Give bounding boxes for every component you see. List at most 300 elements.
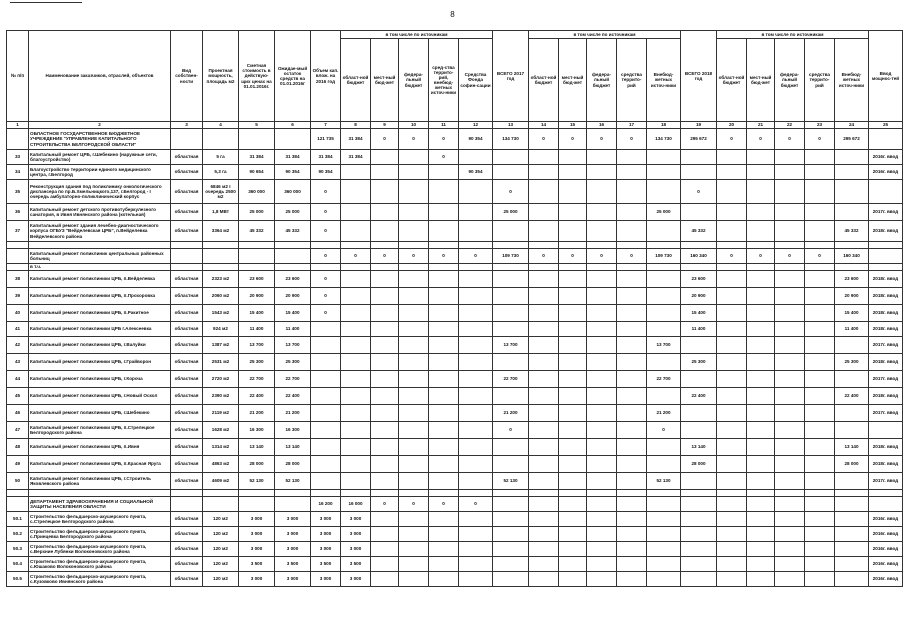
2017-extra-cell: 25 000 [647, 204, 681, 221]
2018-extra-cell: 25 300 [835, 354, 869, 371]
2017-region-cell: 0 [529, 249, 559, 264]
2016-region-cell [341, 490, 371, 497]
2016-territory-cell [429, 305, 459, 322]
2016-region-cell [341, 354, 371, 371]
row-number-cell: 49 [7, 456, 29, 473]
total-2017-cell [493, 512, 529, 527]
ownership-cell: областная [171, 305, 203, 322]
2018-extra-cell [835, 405, 869, 422]
2018-local-cell [747, 572, 775, 587]
2016-territory-cell [429, 180, 459, 204]
2017-territory-cell [617, 473, 647, 490]
column-number: 13 [493, 122, 529, 129]
2017-region-cell [529, 542, 559, 557]
object-name-cell: Капитальный ремонт поликлиники ЦРБ, г.Шебекино [29, 405, 171, 422]
2018-federal-cell [775, 204, 805, 221]
2017-extra-cell: 109 730 [647, 249, 681, 264]
column-number: 10 [399, 122, 429, 129]
ownership-cell [171, 242, 203, 249]
2016-federal-cell [399, 305, 429, 322]
2018-territory-cell [805, 557, 835, 572]
2018-federal-cell [775, 422, 805, 439]
2016-federal-cell [399, 527, 429, 542]
2018-local-cell [747, 264, 775, 271]
table-row [7, 204, 903, 221]
remaining-funds-cell: 22 700 [275, 371, 311, 388]
2018-federal-cell [775, 490, 805, 497]
2016-territory-cell: 0 [429, 497, 459, 512]
commissioning-cell: 2018г. ввод [869, 221, 903, 242]
2016-federal-cell [399, 542, 429, 557]
commissioning-cell: 2018г. ввод [869, 288, 903, 305]
remaining-funds-cell: 31 384 [275, 150, 311, 165]
2017-federal-cell [587, 221, 617, 242]
column-number: 16 [587, 122, 617, 129]
total-2017-cell: 25 000 [493, 204, 529, 221]
2016-territory-cell [429, 572, 459, 587]
2017-local-cell [559, 439, 587, 456]
capacity-cell: 120 м2 [203, 557, 239, 572]
table-row [7, 150, 903, 165]
2016-fund-cell [459, 337, 493, 354]
2016-fund-cell [459, 439, 493, 456]
2018-region-cell [717, 165, 747, 180]
remaining-funds-cell: 25 000 [275, 204, 311, 221]
2017-extra-cell [647, 305, 681, 322]
header-volume-2016: Объем кап. влож. на 2016 год [311, 31, 341, 122]
2018-local-cell [747, 305, 775, 322]
column-number: 11 [429, 122, 459, 129]
total-2018-cell: 0 [681, 180, 717, 204]
2018-region-cell [717, 354, 747, 371]
2016-federal-cell [399, 221, 429, 242]
remaining-funds-cell: 13 700 [275, 337, 311, 354]
2018-extra-cell [835, 204, 869, 221]
2018-extra-cell [835, 422, 869, 439]
2016-local-cell [371, 150, 399, 165]
2018-federal-cell [775, 305, 805, 322]
2017-territory-cell [617, 180, 647, 204]
2017-local-cell [559, 422, 587, 439]
2016-local-cell [371, 456, 399, 473]
2018-territory-cell [805, 371, 835, 388]
2016-fund-cell [459, 473, 493, 490]
2016-federal-cell [399, 150, 429, 165]
2017-federal-cell [587, 180, 617, 204]
2017-federal-cell [587, 572, 617, 587]
2016-territory-cell [429, 542, 459, 557]
2016-local-cell [371, 288, 399, 305]
object-name-cell [29, 490, 171, 497]
2017-local-cell [559, 264, 587, 271]
2017-federal-cell [587, 242, 617, 249]
table-row [7, 288, 903, 305]
2018-region-cell [717, 150, 747, 165]
2018-territory-cell [805, 490, 835, 497]
2017-local-cell [559, 180, 587, 204]
table-row [7, 473, 903, 490]
2018-territory-cell [805, 527, 835, 542]
2018-region-cell [717, 388, 747, 405]
volume-2016-cell: 0 [311, 180, 341, 204]
total-2017-cell: 13 700 [493, 337, 529, 354]
capacity-cell: 120 м2 [203, 527, 239, 542]
2017-federal-cell [587, 490, 617, 497]
row-number-cell [7, 264, 29, 271]
2018-territory-cell [805, 456, 835, 473]
commissioning-cell: 2017г. ввод [869, 337, 903, 354]
header-2016-federal: федера-льный бюджет [399, 39, 429, 122]
2018-territory-cell [805, 288, 835, 305]
ownership-cell: областная [171, 322, 203, 337]
2016-federal-cell [399, 473, 429, 490]
capacity-cell: 5 га [203, 150, 239, 165]
2016-local-cell [371, 572, 399, 587]
2018-local-cell [747, 497, 775, 512]
total-2017-cell [493, 527, 529, 542]
column-number: 17 [617, 122, 647, 129]
object-name-cell: Капитальный ремонт поликлиники ЦРБ, п.Ивня [29, 439, 171, 456]
2018-region-cell [717, 264, 747, 271]
2018-extra-cell [835, 572, 869, 587]
2016-fund-cell [459, 405, 493, 422]
2016-region-cell [341, 371, 371, 388]
2016-local-cell [371, 305, 399, 322]
2017-extra-cell [647, 288, 681, 305]
capacity-cell [203, 129, 239, 150]
2016-territory-cell [429, 557, 459, 572]
total-2018-cell [681, 473, 717, 490]
2016-federal-cell [399, 288, 429, 305]
header-2016-territory: сред-ства террито-рий, внебюд-жетных источ-ники [429, 39, 459, 122]
2017-region-cell [529, 337, 559, 354]
volume-2016-cell: 3 000 [311, 542, 341, 557]
volume-2016-cell [311, 439, 341, 456]
2017-region-cell [529, 322, 559, 337]
2017-region-cell [529, 242, 559, 249]
2018-territory-cell: 0 [805, 129, 835, 150]
ownership-cell [171, 497, 203, 512]
row-number-cell: 46 [7, 405, 29, 422]
total-2018-cell [681, 490, 717, 497]
2018-extra-cell [835, 180, 869, 204]
estimated-cost-cell: 22 700 [239, 371, 275, 388]
column-number: 22 [775, 122, 805, 129]
column-number: 8 [341, 122, 371, 129]
estimated-cost-cell: 13 140 [239, 439, 275, 456]
2018-region-cell [717, 497, 747, 512]
2018-local-cell [747, 456, 775, 473]
object-name-cell: Благоустройство территории единого медицинского центра, г.Белгород [29, 165, 171, 180]
2017-federal-cell: 0 [587, 129, 617, 150]
object-name-cell: Капитальный ремонт поликлиники ЦРБ, г.Новый Оскол [29, 388, 171, 405]
total-2018-cell: 15 400 [681, 305, 717, 322]
2016-federal-cell [399, 271, 429, 288]
2018-federal-cell [775, 473, 805, 490]
2016-federal-cell [399, 337, 429, 354]
2018-federal-cell [775, 512, 805, 527]
2018-federal-cell: 0 [775, 129, 805, 150]
2018-local-cell [747, 242, 775, 249]
commissioning-cell [869, 264, 903, 271]
2017-local-cell [559, 204, 587, 221]
total-2018-cell: 11 400 [681, 322, 717, 337]
2018-region-cell [717, 490, 747, 497]
2018-territory-cell [805, 405, 835, 422]
2018-region-cell [717, 527, 747, 542]
2018-region-cell: 0 [717, 129, 747, 150]
capacity-cell: 4863 м2 [203, 456, 239, 473]
object-name-cell: Строительство фельдшерско-акушерского пункта, с.Юшаково Волоконовского района [29, 557, 171, 572]
2017-region-cell [529, 572, 559, 587]
2017-extra-cell [647, 271, 681, 288]
2016-local-cell [371, 512, 399, 527]
row-number-cell: 43 [7, 354, 29, 371]
2016-federal-cell [399, 165, 429, 180]
2016-federal-cell: 0 [399, 129, 429, 150]
2016-local-cell [371, 180, 399, 204]
2017-federal-cell [587, 557, 617, 572]
2017-region-cell [529, 439, 559, 456]
2017-federal-cell [587, 473, 617, 490]
2016-region-cell: 16 000 [341, 497, 371, 512]
2017-local-cell [559, 150, 587, 165]
capacity-cell [203, 497, 239, 512]
header-group-2017: в том числе по источникам [529, 31, 681, 39]
ownership-cell: областная [171, 354, 203, 371]
commissioning-cell [869, 249, 903, 264]
ownership-cell: областная [171, 150, 203, 165]
2017-region-cell [529, 422, 559, 439]
2016-local-cell [371, 204, 399, 221]
2018-territory-cell [805, 204, 835, 221]
2018-federal-cell: 0 [775, 249, 805, 264]
volume-2016-cell [311, 473, 341, 490]
2016-federal-cell [399, 204, 429, 221]
2016-fund-cell [459, 512, 493, 527]
table-row [7, 264, 903, 271]
2016-fund-cell [459, 264, 493, 271]
object-name-cell: Капитальный ремонт поликлиники ЦРБ, г.Валуйки [29, 337, 171, 354]
total-2017-cell [493, 221, 529, 242]
2017-local-cell [559, 288, 587, 305]
2016-territory-cell [429, 439, 459, 456]
2016-territory-cell [429, 242, 459, 249]
2017-federal-cell [587, 271, 617, 288]
object-name-cell: Капитальный ремонт поликлиники ЦРБ, п.Вейделевка [29, 271, 171, 288]
total-2017-cell [493, 322, 529, 337]
ownership-cell [171, 249, 203, 264]
2018-federal-cell [775, 271, 805, 288]
2017-territory-cell [617, 271, 647, 288]
total-2017-cell: 0 [493, 422, 529, 439]
2016-territory-cell [429, 165, 459, 180]
2016-region-cell: 31 384 [341, 150, 371, 165]
object-name-cell: Капитальный ремонт ЦРБ, г.Шебекино (наружные сети, благоустройство) [29, 150, 171, 165]
top-rule [10, 2, 82, 3]
row-number-cell: 50.5 [7, 572, 29, 587]
2016-federal-cell [399, 322, 429, 337]
2017-local-cell [559, 305, 587, 322]
2017-region-cell [529, 180, 559, 204]
commissioning-cell [869, 490, 903, 497]
2016-local-cell [371, 542, 399, 557]
2016-local-cell [371, 337, 399, 354]
2016-local-cell [371, 527, 399, 542]
remaining-funds-cell: 3 500 [275, 557, 311, 572]
estimated-cost-cell [239, 497, 275, 512]
commissioning-cell [869, 242, 903, 249]
remaining-funds-cell: 15 400 [275, 305, 311, 322]
2018-federal-cell [775, 456, 805, 473]
header-2017-extra: Внебюд-жетных источ-ники [647, 39, 681, 122]
remaining-funds-cell: 21 200 [275, 405, 311, 422]
commissioning-cell [869, 497, 903, 512]
2017-region-cell [529, 288, 559, 305]
ownership-cell: областная [171, 271, 203, 288]
2017-local-cell [559, 354, 587, 371]
capacity-cell: 1,8 МВт [203, 204, 239, 221]
row-number-cell: 36 [7, 204, 29, 221]
total-2017-cell [493, 264, 529, 271]
2017-territory-cell [617, 371, 647, 388]
total-2018-cell: 25 300 [681, 354, 717, 371]
2016-local-cell [371, 354, 399, 371]
2018-extra-cell [835, 490, 869, 497]
remaining-funds-cell [275, 129, 311, 150]
2018-local-cell [747, 150, 775, 165]
2017-local-cell [559, 572, 587, 587]
total-2018-cell: 45 332 [681, 221, 717, 242]
column-number: 21 [747, 122, 775, 129]
2017-extra-cell [647, 490, 681, 497]
2018-extra-cell: 23 600 [835, 271, 869, 288]
2016-territory-cell [429, 337, 459, 354]
object-name-cell: Капитальный ремонт поликлиник центральных районных больниц [29, 249, 171, 264]
2017-local-cell [559, 271, 587, 288]
2017-territory-cell [617, 264, 647, 271]
commissioning-cell [869, 129, 903, 150]
2017-local-cell [559, 371, 587, 388]
2018-local-cell [747, 371, 775, 388]
2017-region-cell [529, 371, 559, 388]
2017-federal-cell [587, 388, 617, 405]
2016-fund-cell [459, 572, 493, 587]
total-2018-cell: 295 672 [681, 129, 717, 150]
estimated-cost-cell: 11 400 [239, 322, 275, 337]
total-2018-cell: 23 600 [681, 271, 717, 288]
2018-territory-cell [805, 388, 835, 405]
table-row [7, 221, 903, 242]
volume-2016-cell: 0 [311, 221, 341, 242]
estimated-cost-cell: 21 200 [239, 405, 275, 422]
2017-local-cell [559, 542, 587, 557]
2017-local-cell [559, 322, 587, 337]
2017-territory-cell: 0 [617, 129, 647, 150]
row-number-cell: 50.2 [7, 527, 29, 542]
2018-local-cell [747, 271, 775, 288]
volume-2016-cell [311, 354, 341, 371]
2016-fund-cell [459, 422, 493, 439]
total-2017-cell: 22 700 [493, 371, 529, 388]
2018-region-cell [717, 180, 747, 204]
2018-region-cell [717, 512, 747, 527]
2018-extra-cell: 20 900 [835, 288, 869, 305]
2018-region-cell [717, 456, 747, 473]
2018-local-cell [747, 337, 775, 354]
table-row [7, 422, 903, 439]
2018-extra-cell [835, 150, 869, 165]
commissioning-cell: 2016г. ввод [869, 557, 903, 572]
column-number: 9 [371, 122, 399, 129]
commissioning-cell: 2017г. ввод [869, 473, 903, 490]
commissioning-cell: 2016г. ввод [869, 527, 903, 542]
2018-extra-cell [835, 542, 869, 557]
total-2018-cell [681, 204, 717, 221]
2018-federal-cell [775, 150, 805, 165]
2017-extra-cell [647, 242, 681, 249]
column-number: 1 [7, 122, 29, 129]
row-number-cell: 47 [7, 422, 29, 439]
column-number: 14 [529, 122, 559, 129]
2017-federal-cell [587, 439, 617, 456]
object-name-cell: Капитальный ремонт здания лечебно-диагностического корпуса ОГБУЗ "Вейделевская ЦРБ", п.Вейделевка Вейделевского района [29, 221, 171, 242]
2016-region-cell [341, 180, 371, 204]
2017-extra-cell [647, 165, 681, 180]
2018-extra-cell [835, 371, 869, 388]
column-number: 18 [647, 122, 681, 129]
2017-federal-cell [587, 150, 617, 165]
2016-region-cell: 3 000 [341, 527, 371, 542]
table-row [7, 456, 903, 473]
volume-2016-cell [311, 456, 341, 473]
total-2018-cell [681, 242, 717, 249]
remaining-funds-cell: 23 600 [275, 271, 311, 288]
2018-extra-cell [835, 165, 869, 180]
2018-extra-cell [835, 527, 869, 542]
2017-federal-cell [587, 497, 617, 512]
row-number-cell [7, 249, 29, 264]
volume-2016-cell: 3 000 [311, 572, 341, 587]
remaining-funds-cell: 11 400 [275, 322, 311, 337]
table-row [7, 354, 903, 371]
volume-2016-cell: 3 000 [311, 512, 341, 527]
2017-extra-cell: 52 130 [647, 473, 681, 490]
2017-extra-cell [647, 388, 681, 405]
2016-fund-cell [459, 322, 493, 337]
volume-2016-cell: 31 384 [311, 150, 341, 165]
2017-territory-cell [617, 150, 647, 165]
commissioning-cell: 2016г. ввод [869, 165, 903, 180]
2018-extra-cell [835, 557, 869, 572]
2016-fund-cell [459, 490, 493, 497]
2016-local-cell [371, 165, 399, 180]
2016-federal-cell [399, 354, 429, 371]
2016-region-cell [341, 337, 371, 354]
commissioning-cell: 2016г. ввод [869, 512, 903, 527]
2018-extra-cell [835, 264, 869, 271]
2018-federal-cell [775, 542, 805, 557]
2018-local-cell [747, 422, 775, 439]
2017-federal-cell [587, 305, 617, 322]
row-number-cell: 50.4 [7, 557, 29, 572]
object-name-cell: Капитальный ремонт поликлиники ЦРБ, г.Короча [29, 371, 171, 388]
2018-territory-cell [805, 150, 835, 165]
commissioning-cell: 2018г. ввод [869, 439, 903, 456]
2016-federal-cell [399, 371, 429, 388]
2018-federal-cell [775, 405, 805, 422]
estimated-cost-cell: 28 000 [239, 456, 275, 473]
